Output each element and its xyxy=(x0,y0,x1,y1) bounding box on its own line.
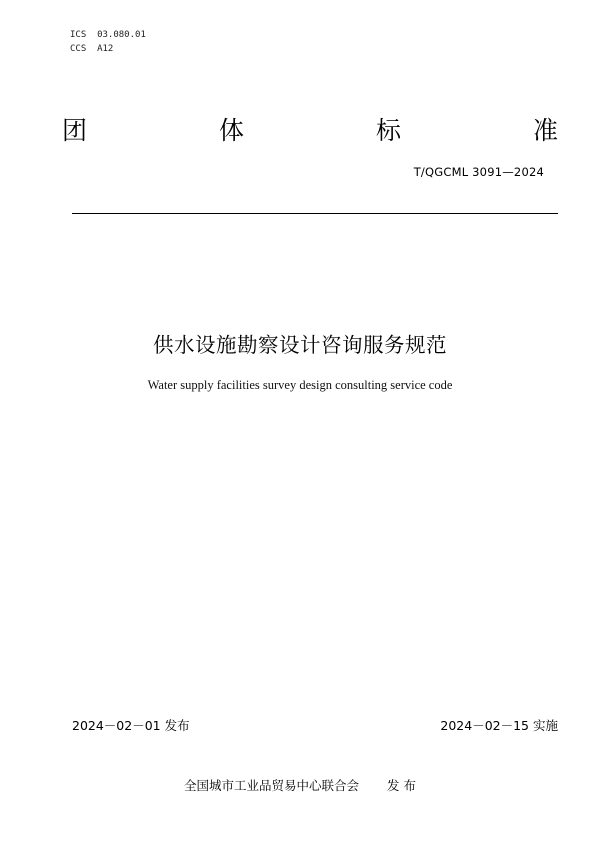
standard-kind-char: 体 xyxy=(218,116,244,145)
ccs-code: CCS A12 xyxy=(70,44,114,54)
standard-kind-char: 准 xyxy=(532,116,558,145)
standard-number: T/QGCML 3091—2024 xyxy=(413,165,544,179)
publish-action: 发 布 xyxy=(387,778,416,793)
header-divider xyxy=(72,213,558,214)
ics-code: ICS 03.080.01 xyxy=(70,30,146,40)
chinese-title: 供水设施勘察设计咨询服务规范 xyxy=(153,333,447,357)
implementation-date: 2024－02－15 实施 xyxy=(440,718,558,733)
publisher-name: 全国城市工业品贸易中心联合会 xyxy=(184,778,360,793)
standard-kind-heading xyxy=(62,114,558,148)
standard-kind-char: 团 xyxy=(62,116,88,145)
publisher-line xyxy=(0,776,600,794)
issue-date: 2024－02－01 发布 xyxy=(72,718,190,733)
standard-kind-char: 标 xyxy=(375,116,401,145)
classification-codes xyxy=(70,28,146,56)
english-title: Water supply facilities survey design consulting service code xyxy=(147,378,453,392)
